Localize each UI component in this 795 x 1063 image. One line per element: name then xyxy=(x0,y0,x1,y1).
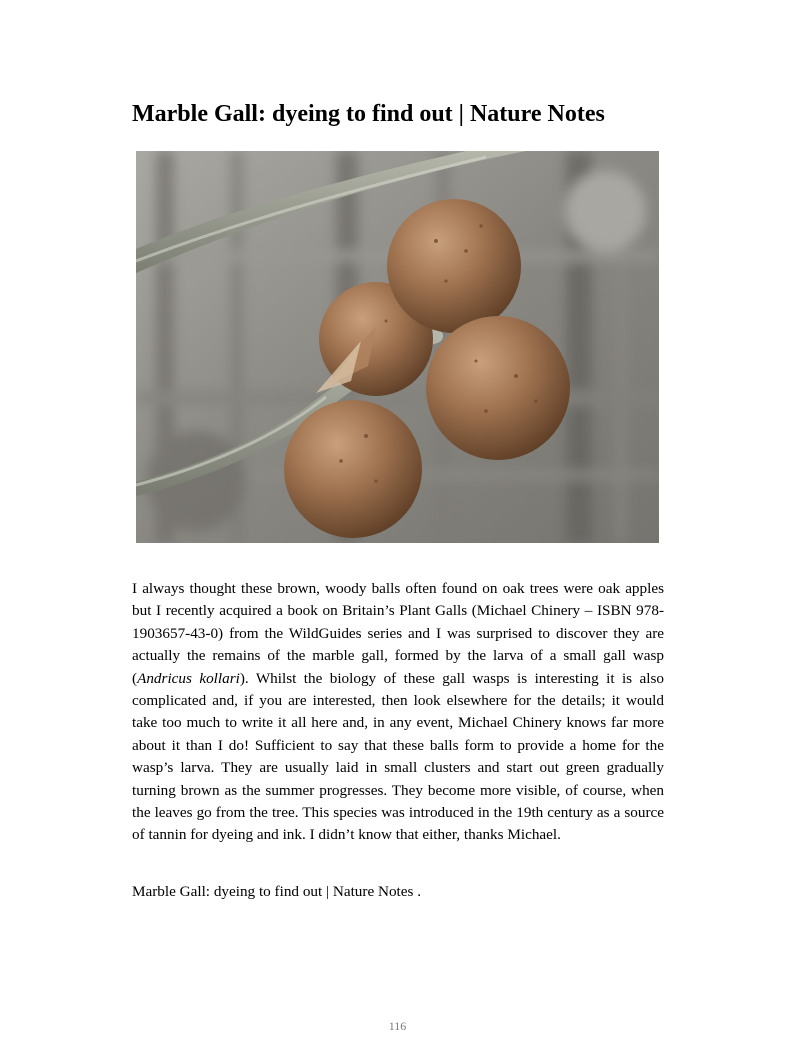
body-text-part-2: ). Whilst the biology of these gall wasps is interesting it is also complicated and, if you are interested, then look elsewhere for the details; it would take too much to write it all here and, in any event, Michael Chinery knows far more about it than I do! Sufficient to say that these balls form to provide a home for the wasp’s larva. They are usually laid in small clusters and start out green gradually turning brown as the summer progresses. They become more visible, of course, when the leaves go from the tree. This species was introduced in the 19th century as a source of tannin for dyeing and ink. I didn’t know that either, thanks Michael. xyxy=(132,669,664,844)
article-body xyxy=(132,578,664,847)
article-title: Marble Gall: dyeing to find out | Nature Notes xyxy=(132,101,605,127)
body-text-part-1: I always thought these brown, woody balls often found on oak trees were oak apples but I recently acquired a book on Britain’s Plant Galls (Michael Chinery – ISBN 978-1903657-43-0) from the WildGuides series and I was surprised to discover they are actually the remains of the marble gall, formed by the larva of a small gall wasp ( xyxy=(132,580,664,687)
source-link-text: Marble Gall: dyeing to find out | Nature Notes . xyxy=(132,883,422,900)
page-number: 116 xyxy=(388,1019,407,1033)
marble-gall-photo xyxy=(136,151,659,543)
species-name: Andricus kollari xyxy=(137,669,240,687)
gall-illustration xyxy=(136,151,659,543)
